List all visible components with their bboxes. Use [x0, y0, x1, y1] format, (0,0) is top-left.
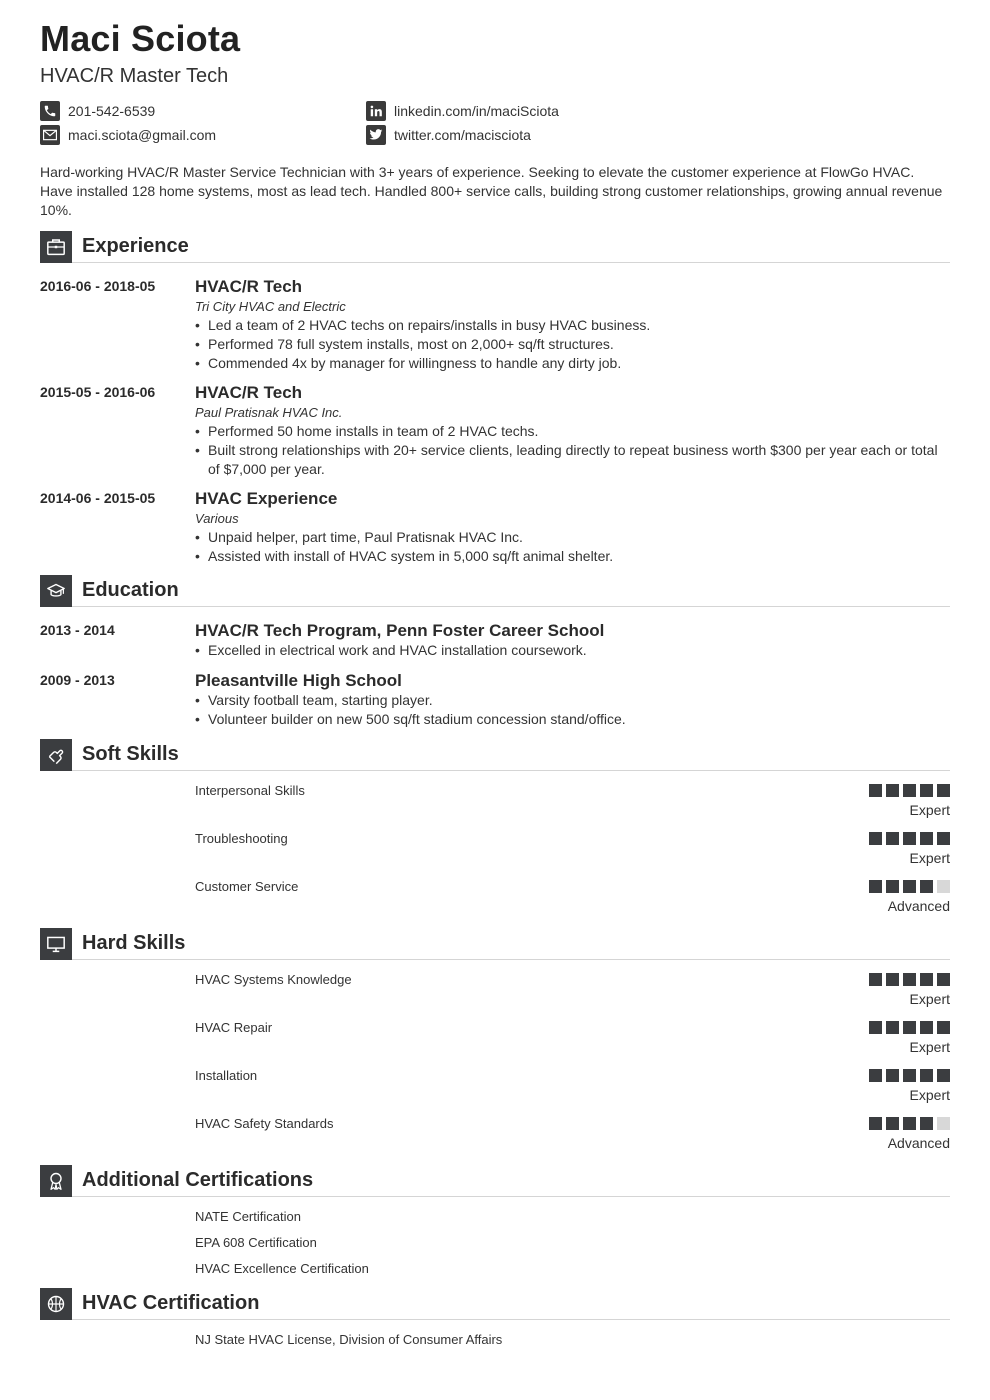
section-title: Experience — [82, 235, 189, 257]
rating-square-filled — [869, 973, 882, 986]
entry-bullets — [195, 528, 950, 566]
rating-square-filled — [920, 880, 933, 893]
entry-bullets — [195, 641, 950, 660]
section-experience — [40, 231, 950, 263]
bullet: • Varsity football team, starting player. — [195, 691, 950, 710]
contact-linkedin — [366, 101, 559, 121]
entry-role: Pleasantville High School — [195, 671, 402, 690]
entry-date: 2014-06 - 2015-05 — [40, 490, 156, 506]
skill-level: Advanced — [887, 1135, 950, 1151]
entry-org: Paul Pratisnak HVAC Inc. — [195, 405, 343, 420]
bullet: • Performed 78 full system installs, most on 2,000+ sq/ft structures. — [195, 335, 950, 354]
license-item: NJ State HVAC License, Division of Consumer Affairs — [195, 1332, 503, 1347]
section-education — [40, 575, 950, 607]
skill-row — [195, 972, 950, 1018]
section-additional-certifications — [40, 1165, 950, 1197]
skill-name: Troubleshooting — [195, 831, 288, 846]
rating-square-filled — [920, 784, 933, 797]
rating-square-filled — [886, 1021, 899, 1034]
rating-square-filled — [886, 832, 899, 845]
rating-square-filled — [937, 973, 950, 986]
section-divider — [72, 770, 950, 771]
section-title: HVAC Certification — [82, 1292, 260, 1314]
rating-square-filled — [886, 784, 899, 797]
entry-bullets — [195, 316, 950, 373]
rating-square-filled — [920, 973, 933, 986]
rating-square-filled — [937, 1021, 950, 1034]
entry-org: Tri City HVAC and Electric — [195, 299, 346, 314]
candidate-name: Maci Sciota — [40, 18, 241, 59]
rating-square-filled — [869, 784, 882, 797]
phone-text: 201-542-6539 — [68, 103, 156, 119]
bullet: • Unpaid helper, part time, Paul Pratisnak HVAC Inc. — [195, 528, 950, 547]
rating-square-filled — [903, 973, 916, 986]
skill-name: Interpersonal Skills — [195, 783, 305, 798]
rating-square-filled — [869, 1069, 882, 1082]
rating-square-filled — [886, 880, 899, 893]
skill-name: HVAC Repair — [195, 1020, 273, 1035]
basketball-icon — [40, 1288, 72, 1320]
summary-text: Hard-working HVAC/R Master Service Technician with 3+ years of experience. Seeking to elevate the customer experience at FlowGo HVAC. Have installed 128 home systems, most as lead tech. Handled 800+ service calls, building strong customer relationships, growing annual revenue 10%. — [40, 164, 943, 218]
skill-level: Expert — [909, 802, 950, 818]
rating-square-empty — [937, 880, 950, 893]
rating-square-filled — [920, 1069, 933, 1082]
skill-level: Expert — [909, 1087, 950, 1103]
skill-rating — [865, 973, 950, 986]
certification-item: EPA 608 Certification — [195, 1235, 317, 1250]
skill-name: Installation — [195, 1068, 258, 1083]
rating-square-filled — [903, 832, 916, 845]
skill-rating — [865, 784, 950, 797]
rating-square-filled — [903, 784, 916, 797]
skill-rating — [865, 880, 950, 893]
entry-role: HVAC/R Tech — [195, 277, 303, 296]
contact-twitter — [366, 125, 531, 145]
skill-row — [195, 1116, 950, 1162]
contact-phone — [40, 101, 155, 121]
rating-square-filled — [869, 1117, 882, 1130]
rating-square-filled — [920, 1021, 933, 1034]
section-hvac-certification — [40, 1288, 950, 1320]
linkedin-icon — [366, 101, 386, 121]
twitter-link[interactable]: twitter.com/macisciota — [394, 127, 531, 143]
skill-name: HVAC Systems Knowledge — [195, 972, 352, 987]
entry-role: HVAC Experience — [195, 489, 338, 508]
rating-square-filled — [920, 832, 933, 845]
rating-square-empty — [937, 1117, 950, 1130]
phone-icon — [40, 101, 60, 121]
section-divider — [72, 1196, 950, 1197]
rating-square-filled — [903, 1117, 916, 1130]
skill-rating — [865, 832, 950, 845]
section-title: Hard Skills — [82, 932, 186, 954]
rating-square-filled — [903, 1021, 916, 1034]
certification-item: HVAC Excellence Certification — [195, 1261, 369, 1276]
skill-level: Expert — [909, 991, 950, 1007]
section-divider — [72, 1319, 950, 1320]
certification-item: NATE Certification — [195, 1209, 301, 1224]
rating-square-filled — [937, 832, 950, 845]
graduation-cap-icon — [40, 575, 72, 607]
twitter-icon — [366, 125, 386, 145]
entry-date: 2013 - 2014 — [40, 622, 115, 638]
rating-square-filled — [869, 832, 882, 845]
section-title: Education — [82, 579, 179, 601]
entry-role: HVAC/R Tech — [195, 383, 303, 402]
skill-level: Advanced — [887, 898, 950, 914]
skill-name: HVAC Safety Standards — [195, 1116, 334, 1131]
rating-square-filled — [869, 1021, 882, 1034]
bullet: • Excelled in electrical work and HVAC installation coursework. — [195, 641, 950, 660]
envelope-icon — [40, 125, 60, 145]
section-hard-skills — [40, 928, 950, 960]
skill-rating — [865, 1069, 950, 1082]
entry-role: HVAC/R Tech Program, Penn Foster Career School — [195, 621, 605, 640]
bullet: • Commended 4x by manager for willingness to handle any dirty job. — [195, 354, 950, 373]
section-divider — [72, 959, 950, 960]
section-title: Soft Skills — [82, 743, 179, 765]
section-divider — [72, 606, 950, 607]
contact-email — [40, 125, 216, 145]
section-title: Additional Certifications — [82, 1169, 314, 1191]
skill-row — [195, 1020, 950, 1066]
puzzle-hand-icon — [40, 739, 72, 771]
rating-square-filled — [886, 1069, 899, 1082]
entry-date: 2009 - 2013 — [40, 672, 115, 688]
rating-square-filled — [903, 880, 916, 893]
email-link[interactable]: maci.sciota@gmail.com — [68, 127, 217, 143]
entry-bullets — [195, 691, 950, 729]
skill-row — [195, 783, 950, 829]
skill-rating — [865, 1021, 950, 1034]
award-ribbon-icon — [40, 1165, 72, 1197]
rating-square-filled — [886, 1117, 899, 1130]
section-divider — [72, 262, 950, 263]
monitor-icon — [40, 928, 72, 960]
rating-square-filled — [937, 1069, 950, 1082]
skill-level: Expert — [909, 1039, 950, 1055]
rating-square-filled — [937, 784, 950, 797]
briefcase-icon — [40, 231, 72, 263]
rating-square-filled — [903, 1069, 916, 1082]
skill-name: Customer Service — [195, 879, 299, 894]
bullet: • Performed 50 home installs in team of 2 HVAC techs. — [195, 422, 950, 441]
linkedin-link[interactable]: linkedin.com/in/maciSciota — [394, 103, 559, 119]
entry-org: Various — [195, 511, 239, 526]
skill-row — [195, 879, 950, 925]
skill-level: Expert — [909, 850, 950, 866]
section-soft-skills — [40, 739, 950, 771]
bullet: • Led a team of 2 HVAC techs on repairs/installs in busy HVAC business. — [195, 316, 950, 335]
bullet: • Built strong relationships with 20+ service clients, leading directly to repeat business worth $300 per year each or total of $7,000 per year. — [195, 441, 950, 479]
skill-row — [195, 831, 950, 877]
bullet: • Assisted with install of HVAC system in 5,000 sq/ft animal shelter. — [195, 547, 950, 566]
bullet: • Volunteer builder on new 500 sq/ft stadium concession stand/office. — [195, 710, 950, 729]
skill-row — [195, 1068, 950, 1114]
entry-bullets — [195, 422, 950, 479]
entry-date: 2015-05 - 2016-06 — [40, 384, 156, 400]
entry-date: 2016-06 - 2018-05 — [40, 278, 156, 294]
rating-square-filled — [920, 1117, 933, 1130]
rating-square-filled — [869, 880, 882, 893]
rating-square-filled — [886, 973, 899, 986]
candidate-title: HVAC/R Master Tech — [40, 65, 229, 87]
skill-rating — [865, 1117, 950, 1130]
